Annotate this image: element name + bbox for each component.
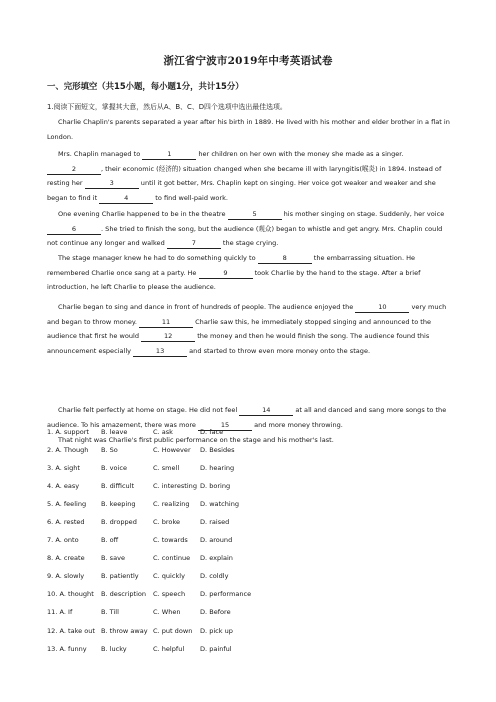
passage-text: and more money throwing.: [251, 420, 343, 429]
option-choice[interactable]: 7. A. onto: [47, 536, 79, 545]
blank-13: 13: [133, 347, 187, 357]
blank-3: 3: [85, 179, 139, 189]
option-choice[interactable]: B. Till: [101, 608, 119, 617]
passage-text: , their economic (经济的) situation changed when she became ill with laryngitis(喉炎) in 1894. Instead of resting her: [47, 164, 442, 187]
option-choice[interactable]: B. patiently: [101, 572, 139, 581]
option-choice[interactable]: 13. A. funny: [47, 644, 87, 653]
option-choice[interactable]: C. quickly: [153, 572, 185, 581]
option-choice[interactable]: D. painful: [200, 644, 232, 653]
option-choice[interactable]: 10. A. thought: [47, 590, 94, 599]
passage-text: The stage manager knew he had to do something quickly to: [58, 254, 258, 262]
passage-paragraph-4: [47, 251, 451, 295]
passage-text: Charlie began to sing and dance in front of hundreds of people. The audience enjoyed the: [58, 303, 356, 311]
passage-text: his mother singing on stage. Suddenly, her voice: [281, 210, 445, 218]
passage-text: took Charlie by the hand to the stage. After a brief introduction, he left Charlie to please the audience.: [47, 268, 421, 291]
option-choice[interactable]: C. put down: [153, 626, 193, 635]
passage-paragraph-2: [47, 147, 451, 205]
option-choice[interactable]: D. performance: [200, 590, 252, 599]
option-choice[interactable]: 5. A. feeling: [47, 500, 87, 509]
passage-paragraph-1: [47, 115, 451, 144]
option-choice[interactable]: C. speech: [153, 590, 186, 599]
option-choice[interactable]: D. coldly: [200, 572, 229, 581]
passage-text: her children on her own with the money she made as a singer.: [196, 150, 404, 158]
option-choice[interactable]: 4. A. easy: [47, 482, 80, 491]
option-choice[interactable]: B. save: [101, 554, 125, 563]
option-choice[interactable]: D. face: [200, 428, 224, 436]
option-choice[interactable]: C. broke: [153, 518, 181, 527]
section-heading: 一、完形填空（共15小题，每小题1分，共计15分）: [47, 81, 244, 91]
blank-11: 11: [139, 318, 193, 328]
option-choice[interactable]: B. lucky: [101, 644, 127, 653]
option-choice[interactable]: D. boring: [200, 482, 231, 491]
option-choice[interactable]: C. helpful: [153, 644, 185, 653]
blank-7: 7: [167, 239, 221, 249]
blank-6: 6: [47, 225, 101, 235]
option-choice[interactable]: C. However: [153, 446, 191, 455]
passage-text: Charlie felt perfectly at home on stage. He did not feel: [58, 406, 240, 414]
blank-14: 14: [239, 406, 293, 416]
option-choice[interactable]: C. interesting: [153, 482, 197, 491]
question-instruction: 1.阅读下面短文，掌握其大意，然后从A、B、C、D四个选项中选出最佳选项。: [47, 103, 287, 111]
option-choice[interactable]: B. description: [101, 590, 147, 599]
blank-12: 12: [141, 332, 195, 342]
option-choice[interactable]: B. difficult: [101, 482, 135, 491]
blank-10: 10: [355, 303, 409, 313]
option-choice[interactable]: B. keeping: [101, 500, 136, 509]
option-choice[interactable]: D. around: [200, 536, 233, 545]
passage-text: very much and began to throw money.: [47, 303, 447, 326]
passage-text: . She tried to finish the song, but the audience (观众) began to whistle and get angry. Mrs. Chaplin could not continue any longer and walked: [47, 224, 443, 247]
passage-text: One evening Charlie happened to be in the theatre: [58, 210, 228, 218]
option-choice[interactable]: 12. A. take out: [47, 626, 95, 635]
option-choice[interactable]: C. continue: [153, 554, 191, 563]
option-choice[interactable]: B. voice: [101, 464, 127, 473]
passage-paragraph-5: [47, 300, 451, 358]
passage-text: Charlie saw this, he immediately stopped singing and announced to the audience that first he would: [47, 317, 432, 340]
blank-2: 2: [47, 165, 101, 175]
option-choice[interactable]: 6. A. rested: [47, 518, 85, 527]
option-choice[interactable]: 3. A. sight: [47, 464, 80, 473]
blank-9: 9: [199, 269, 253, 279]
passage-paragraph-7: [47, 433, 451, 448]
option-choice[interactable]: D. hearing: [200, 464, 235, 473]
option-choice[interactable]: B. off: [101, 536, 119, 545]
passage-text: the stage crying.: [220, 239, 279, 247]
passage-text: the embarrassing situation. He remembered Charlie once sang at a party. He: [47, 254, 416, 277]
blank-15: 15: [198, 421, 252, 431]
passage-text: and started to throw even more money onto the stage.: [187, 346, 371, 355]
option-choice[interactable]: D. pick up: [200, 626, 233, 635]
option-choice[interactable]: 2. A. Though: [47, 446, 89, 455]
option-choice[interactable]: B. leave: [101, 428, 128, 436]
option-choice[interactable]: D. Besides: [200, 446, 235, 455]
blank-4: 4: [99, 194, 153, 204]
option-choice[interactable]: C. ask: [153, 428, 173, 436]
option-choice[interactable]: D. watching: [200, 500, 240, 509]
option-choice[interactable]: D. Before: [200, 608, 231, 617]
passage-paragraph-3: [47, 207, 451, 251]
option-choice[interactable]: C. When: [153, 608, 181, 617]
option-choice[interactable]: B. So: [101, 446, 118, 455]
blank-8: 8: [258, 254, 312, 264]
option-choice[interactable]: C. realizing: [153, 500, 190, 509]
blank-1: 1: [142, 150, 196, 160]
passage-paragraph-6: [47, 403, 451, 432]
option-choice[interactable]: C. towards: [153, 536, 188, 545]
option-choice[interactable]: D. explain: [200, 554, 233, 563]
option-choice[interactable]: D. raised: [200, 518, 230, 527]
option-choice[interactable]: 8. A. create: [47, 554, 85, 563]
passage-text: until it got better, Mrs. Chaplin kept on singing. Her voice got weaker and weaker and she began to find it: [47, 179, 436, 202]
option-choice[interactable]: C. smell: [153, 464, 180, 473]
option-choice[interactable]: 9. A. slowly: [47, 572, 85, 581]
option-choice[interactable]: 1. A. support: [47, 428, 89, 436]
page-title: 浙江省宁波市2019年中考英语试卷: [163, 55, 333, 67]
passage-text: the money and then he would finish the song. The audience found this announcement especially: [47, 332, 430, 355]
option-choice[interactable]: 11. A. If: [47, 608, 73, 617]
option-choice[interactable]: B. dropped: [101, 518, 137, 527]
passage-text: Mrs. Chaplin managed to: [58, 150, 143, 158]
passage-text: That night was Charlie's first public performance on the stage and his mother's last.: [58, 436, 334, 444]
passage-text: at all and danced and sang more songs to the audience. To his amazement, there was more: [47, 406, 447, 429]
option-choice[interactable]: B. throw away: [101, 626, 148, 635]
passage-text: Charlie Chaplin's parents separated a year after his birth in 1889. He lived with his mother and elder brother in a flat in London.: [47, 118, 450, 141]
blank-5: 5: [228, 210, 282, 220]
passage-text: to find well-paid work.: [153, 193, 228, 202]
